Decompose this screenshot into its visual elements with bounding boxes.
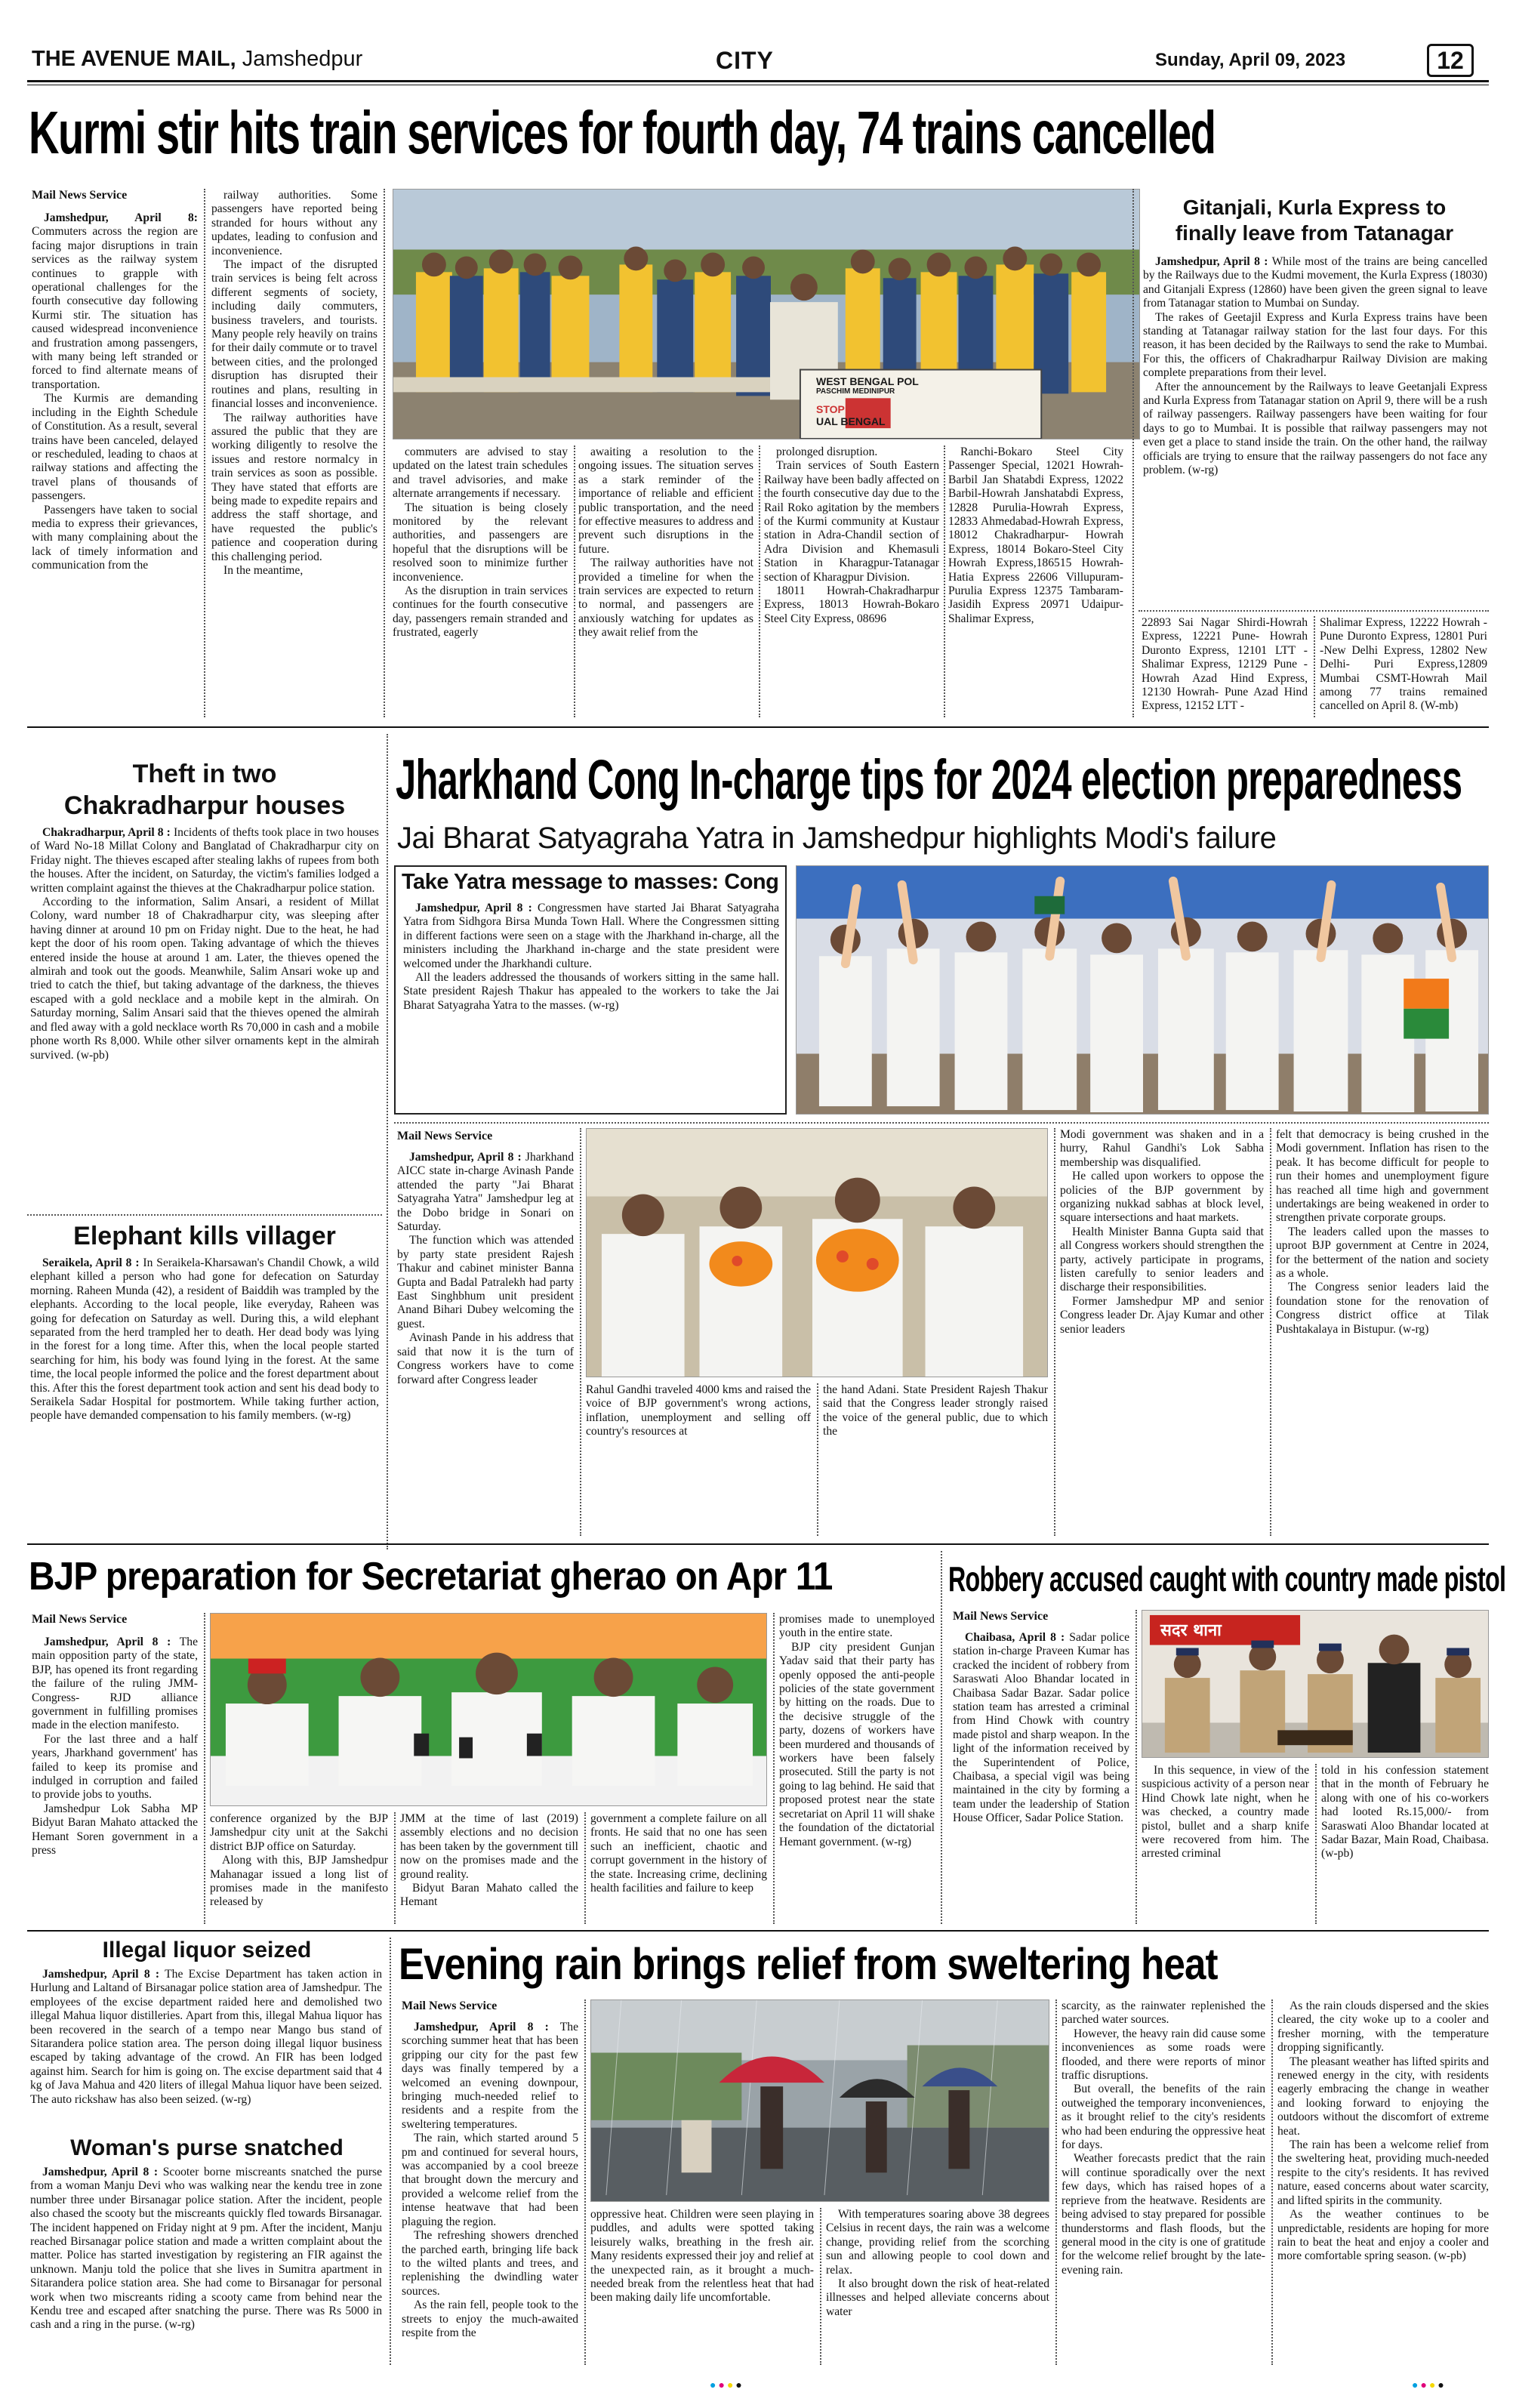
rain-col1-p2: The rain, which started around 5 pm and continued for several hours, was accompanied by a cool breeze that brought down the mercury and provided a welcome relief from the intense heatwave that had been plaguing the region.	[402, 2132, 578, 2228]
sign-line-1: WEST BENGAL POL	[816, 375, 919, 387]
divider	[941, 1551, 942, 1924]
theft-p2: According to the information, Salim Ansari, a resident of Millat Colony, ward number 18 of Chakradharpur city, was sleeping after having dinner at around 10 pm on Friday night. Due to the heat, he had kept the door of his room open. Taking advantage of which the thieves entered inside the house at around 1 am. Later, the thieves opened the almirah and took out the goods. Meanwhile, Salim Ansari woke up and tried to catch the thief, but taking advantage of the darkness, the thieves escaped with a gold necklace and a mobile kept in the almirah. On Saturday morning, Salim Ansari said that the thieves opened the almirah and fled away with a gold necklace worth Rs 70,000 in cash and a mobile phone worth Rs 8,000. While other silver ornaments kept in the almirah survived. (w-pb)	[30, 896, 379, 1062]
robbery-col3-p1: told in his confession statement that in the month of February he along with one of his co-workers had looted Rs.15,000/- from Saraswati Aloo Bhandar located at Sadar Bazar, Main Road, Chaibasa.(w-pb)	[1321, 1764, 1489, 1861]
rain-col2	[590, 2208, 814, 2363]
cong-col3-p3: Health Minister Banna Gupta said that all Congress workers should strengthen the party, actively participate in programs, listen carefully to senior leaders and discharge their responsibilities.	[1060, 1225, 1264, 1294]
story1-col6	[948, 446, 1123, 713]
photo-sign-text	[816, 375, 919, 427]
dateline: Chakradharpur, April 8 :	[42, 826, 171, 839]
rain-col5	[1277, 1999, 1489, 2363]
divider	[1054, 1128, 1055, 1536]
bjp-col1-p1: Jamshedpur, April 8 : The main opposition party of the state, BJP, has opened its front regarding the failure of the ruling JMM-Congress- RJD alliance government in fulfilling promises made in the election manifesto.	[32, 1636, 198, 1732]
dateline: Seraikela, April 8 :	[42, 1256, 140, 1269]
cong-box-body	[403, 902, 779, 1110]
bjp-col2-p1: conference organized by the BJP Jamshedpur city unit at the Sakchi district BJP office on Saturday.	[210, 1812, 388, 1853]
gitanjali-p3: After the announcement by the Railways to leave Geetanjali Express and Kurla Express from Tatanagar station on April 9, there will be a rush of railway passengers. Railway passengers have been waiting for four days to go to Mumbai. It is possible that railway passengers may not even get a place to stand inside the train. On the other hand, the railway officials are trying to ensure that the railway passengers do not face any problem. (w-rg)	[1143, 380, 1487, 477]
cong-col1-p2: The function which was attended by party state president Rajesh Thakur and cabinet minister Banna Gupta and Badal Patralekh had party East Singhbhum unit president Anand Bihari Dubey welcoming the guest.	[397, 1234, 574, 1330]
masthead-date: Sunday, April 09, 2023	[1155, 50, 1346, 70]
theft-headline-line2: Chakradharpur houses	[63, 791, 346, 820]
dateline: Chaibasa, April 8 :	[965, 1631, 1065, 1644]
story1-col5	[764, 446, 939, 713]
rain-col5-p4: As the weather continues to be unpredictable, residents are hoping for more rain to beat the heat and enjoy a cooler and more comfortable spring season. (w-pb)	[1277, 2208, 1489, 2263]
dateline: Jamshedpur, April 8 :	[415, 902, 532, 914]
divider	[773, 1613, 775, 1924]
robbery-headline: Robbery accused caught with country made pistol	[948, 1559, 1506, 1599]
divider	[394, 1122, 1489, 1124]
divider	[1135, 1610, 1137, 1924]
divider	[27, 1214, 382, 1216]
sign-line-3: STOP	[816, 403, 845, 415]
cong-col1-p1: Jamshedpur, April 8 : Jharkhand AICC state in-charge Avinash Pande attended the party "Jai Bharat Satyagraha Yatra" Jamshedpur leg at the Dobo bridge in Sonari on Saturday.	[397, 1151, 574, 1234]
divider	[204, 1613, 205, 1924]
elephant-p1: Seraikela, April 8 : In Seraikela-Kharsawan's Chandil Chowk, a wild elephant killed a person who had gone for defecation on Saturday morning. Raheen Munda (42), a resident of Baiddih was trampled by the elephants. According to the local people, like everyday, Raheen was going for defecation on Saturday as well. During this, a wild elephant separated from the herd trampled her to death. Her dead body was lying in the forest for a long time. After this, when the local people started searching for him, his body was found lying in the forest. At the same time, the local people informed the police and the forest department about this. After this the forest department took action and sent his dead body to Seraikela Sadar Hospital for postmortem. While taking further action, people have demanded compensation to his family members. (w-rg)	[30, 1256, 379, 1423]
story1-col2-p3: The railway authorities have assured the public that they are working diligently to resolve the issues and restore normalcy in train services as soon as possible. They have stated that efforts are being made to expedite repairs and address the staff shortage, and have requested the public's patience and cooperation during this challenging period.	[211, 411, 377, 563]
story1-kicker: Mail News Service	[32, 189, 128, 202]
bjp-col5-p1: promises made to unemployed youth in the entire state.	[779, 1613, 935, 1640]
cong-box-p2: All the leaders addressed the thousands of workers sitting in the same hall. State president Rajesh Thakur has appealed to the workers to take the Jai Bharat Satyagraha Yatra to the masses. (w-rg)	[403, 971, 779, 1012]
story1-col3-p3: As the disruption in train services continues for the fourth consecutive day, passengers remain stranded and frustrated, eagerly	[393, 584, 568, 640]
rain-col3-p2: It also brought down the risk of heat-related illnesses and helped alleviate concerns about water	[826, 2277, 1049, 2318]
gitanjali-p2: The rakes of Geetajil Express and Kurla Express trains have been standing at Tatanagar railway station for the last four days. For this reason, it has been decided by the Railways to send the rake to Mumbai. For this, the officers of Chakradharpur Railway Division are making complete preparations from their level.	[1143, 310, 1487, 380]
divider	[1315, 1764, 1317, 1924]
bjp-col3-p2: Bidyut Baran Mahato called the Hemant	[400, 1882, 578, 1909]
bjp-col5-p2: BJP city president Gunjan Yadav said that their party has openly opposed the anti-people policies of the state government by hitting on the roads. Due to the decisive struggle of the party, dozens of workers have been murdered and thousands of workers have been falsely prosecuted. Still the party is not going to lag behind. He said that proposed protest near the state secretariat on April 11 will shake the foundation of the dictatorial Hemant government. (w-rg)	[779, 1640, 935, 1848]
purse-headline: Woman's purse snatched	[70, 2135, 344, 2160]
divider	[580, 1128, 581, 1536]
story1-col5-p3: 18011 Howrah-Chakradharpur Express, 18013 Howrah-Bokaro Steel City Express, 08696	[764, 584, 939, 625]
cong-box-p1: Jamshedpur, April 8 : Congressmen have started Jai Bharat Satyagraha Yatra from Sidhgora Birsa Munda Town Hall. Where the Congressmen sitting in different factions were seen on a stage with the Jharkhand in-charge, all the ministers including the Jharkhand in-charge and the state president were welcomed under the Jharkhandi culture.	[403, 902, 779, 970]
divider	[387, 734, 388, 1549]
story1-col8	[1320, 616, 1487, 714]
divider	[1055, 1999, 1057, 2365]
cong-caption-col2: the hand Adani. State President Rajesh Thakur said that the Congress leader strongly raised the voice of the general public, due to which the	[823, 1383, 1048, 1438]
theft-p1: Chakradharpur, April 8 : Incidents of thefts took place in two houses of Ward No-18 Millat Colony and Banglatad of Chakradharpur city on Friday night. The thieves escaped after stealing lakhs of rupees from both the houses. After the incident, on Saturday, the victim's families lodged a written complaint against the thieves at the Chakradharpur police station.	[30, 826, 379, 895]
bjp-col1-p3: Jamshedpur Lok Sabha MP Bidyut Baran Mahato attacked the Hemant Soren government in a press	[32, 1802, 198, 1858]
cong-kicker: Mail News Service	[397, 1130, 493, 1142]
divider	[384, 189, 385, 717]
divider	[817, 1383, 818, 1536]
reg-dot: ●	[710, 2380, 719, 2391]
gitanjali-headline-line2: finally leave from Tatanagar	[1175, 221, 1454, 245]
cong-photo-garland	[586, 1128, 1048, 1377]
story1-col1-p1: Jamshedpur, April 8: Commuters across the region are facing major disruptions in train services as the railway system continues to grapple with operational challenges for the fourth consecutive day following Kurmi stir. The situation has caused widespread inconvenience and frustration among passengers, with many being left stranded or forced to find alternate means of transportation.	[32, 211, 198, 391]
story1-col3-p2: The situation is being closely monitored by the relevant authorities, and passengers are hopeful that the disruptions will be resolved soon to minimize further inconvenience.	[393, 501, 568, 584]
rain-col3	[826, 2208, 1049, 2363]
cong-box-headline: Take Yatra message to masses: Cong	[402, 870, 779, 894]
story1-col1-p2: The Kurmis are demanding including in the Eighth Schedule of Constitution. As a result, several trains have been canceled, delayed or rescheduled, leading to chaos at railway stations and affecting the travel plans of thousands of passengers.	[32, 392, 198, 503]
gitanjali-p1: Jamshedpur, April 8 : While most of the trains are being cancelled by the Railways due to the Kudmi movement, the Kurla Express (18030) and Gitanjali Express (12860) have been given the green signal to leave from Tatanagar station to Mumbai on Sunday.	[1143, 255, 1487, 310]
section-label: CITY	[716, 47, 774, 74]
story1-col5-p1: prolonged disruption.	[776, 446, 878, 458]
liquor-body	[30, 1968, 382, 2135]
story1-col2	[211, 189, 377, 713]
rain-col5-p1: As the rain clouds dispersed and the skies cleared, the city woke up to a cooler and fresher morning, with the temperature dropping significantly.	[1277, 1999, 1489, 2055]
bjp-col4-p1: government a complete failure on all fronts. He said that no one has seen such an inefficient, chaotic and corrupt government in the history of the state. Increasing crime, declining health facilities and failure to keep	[590, 1812, 767, 1895]
story1-col4-p1: awaiting a resolution to the ongoing issues. The situation serves as a stark reminder of the importance of reliable and efficient public transportation, and the need for effective measures to address and prevent such disruptions in the future.	[578, 446, 753, 556]
purse-p1: Jamshedpur, April 8 : Scooter borne miscreants snatched the purse from a woman Manju Devi who was walking near the kendu tree in zone number three under Birsanagar police station. After the incident, people also chased the scooty but the miscreants quickly fled towards Birsanagar. The incident happened on Friday night at 9 pm. After the incident, Manju reached Birsanagar police station and made a written complaint about the matter. Police has started investigation by registering an FIR against the unknown. Manju told the police that she lives in Sumitra apartment in Sitarandera police station area. She had come to Birsanagar for personal work when two miscreants riding a scooty came from behind near the Kendu tree and escaped after snatching the purse. There was Rs 5000 in cash and a ring in the purse. (w-rg)	[30, 2166, 382, 2332]
gitanjali-body	[1143, 255, 1487, 607]
cong-caption-col1: Rahul Gandhi traveled 4000 kms and raised the voice of BJP government's wrong actions, inflation, unemployment and selling off country's resources at	[586, 1383, 811, 1438]
robbery-photo-police	[1142, 1610, 1489, 1758]
bjp-col1-p2: For the last three and a half years, Jharkhand government' has failed to keep its promise and indulged in corruption and failed to provide jobs to youths.	[32, 1732, 198, 1802]
story1-photo-protesters	[393, 189, 1140, 439]
dateline: Jamshedpur, April 8 :	[44, 1636, 171, 1648]
rain-col4	[1062, 1999, 1265, 2363]
divider	[584, 1812, 586, 1924]
story1-col2-p4: In the meantime,	[223, 563, 304, 577]
rain-col5-p3: The rain has been a welcome relief from the sweltering heat, providing much-needed respite to the city's residents. It has revived nature, eased concerns about water scarcity, and lifted spirits in the community.	[1277, 2138, 1489, 2207]
dateline: Jamshedpur, April 8 :	[1155, 255, 1268, 268]
city-name: Jamshedpur	[236, 47, 363, 71]
elephant-headline: Elephant kills villager	[73, 1222, 336, 1250]
rain-col1-p3: The refreshing showers drenched the parched earth, bringing life back to the wilted plants and trees, and replenishing the dwindling water sources.	[402, 2229, 578, 2298]
reg-dot: ●	[1412, 2380, 1421, 2391]
story1-col4	[578, 446, 753, 713]
bjp-col2	[210, 1812, 388, 1922]
reg-dot: ●	[726, 2380, 736, 2391]
bjp-col2-p2: Along with this, BJP Jamshedpur Mahanagar issued a long list of promises made in the manifesto released by	[210, 1854, 388, 1909]
divider	[1314, 616, 1315, 717]
liquor-headline: Illegal liquor seized	[102, 1938, 312, 1962]
reg-dot: ●	[1420, 2380, 1429, 2391]
rain-col4-p2: However, the heavy rain did cause some inconveniences as some roads were flooded, and there were reports of minor traffic disruptions.	[1062, 2027, 1265, 2083]
reg-dot: ●	[1437, 2380, 1447, 2391]
story1-col6-p1: Ranchi-Bokaro Steel City Passenger Special, 12021 Howrah-Barbil Jan Shatabdi Express, 12022 Barbil-Howrah Janshatabdi Express, 12828 Purulia-Howrah Express, 12833 Ahmedabad-Howrah Express, 18012 Chakradharpur- Howrah Express, 18014 Bokaro-Steel City Howrah Express,186515 Howrah-Hatia Express 22606 Villupuram- Purulia Express 12375 Tambaram-Jasidih Express 20971 Udaipur- Shalimar Express,	[948, 446, 1123, 625]
bjp-photo-press	[210, 1613, 767, 1806]
dateline: Jamshedpur, April 8:	[44, 211, 198, 224]
rain-col4-p4: Weather forecasts predict that the rain will continue sporadically over the next few days, which has raised hopes of a reprieve from the heatwave. Residents are being advised to stay prepared for possible thunderstorms and flash floods, but the general mood in the city is one of gratitude for the welcome relief brought by the late-evening rain.	[1062, 2152, 1265, 2277]
dateline: Jamshedpur, April 8 :	[409, 1151, 522, 1164]
story1-headline: Kurmi stir hits train services for fourth day, 74 trains cancelled	[29, 99, 1216, 166]
story1-col7-p1: 22893 Sai Nagar Shirdi-Howrah Express, 12221 Pune- Howrah Duronto Express, 12101 LTT -Shalimar Express, 12129 Pune -Howrah Azad Hind Express, 12130 Howrah- Pune Azad Hind Express, 12152 LTT -	[1142, 616, 1308, 713]
cong-col3	[1060, 1128, 1264, 1531]
gitanjali-headline-line1: Gitanjali, Kurla Express to	[1182, 196, 1447, 219]
theft-body	[30, 826, 379, 1207]
story1-col3	[393, 446, 568, 713]
bjp-kicker: Mail News Service	[32, 1613, 128, 1626]
reg-dots-right	[1412, 2380, 1447, 2392]
robbery-col2-p1: In this sequence, in view of the suspicious activity of a person near Hind Chowk late night, when he was checked, a country made pistol, bullet and a sharp knife were recovered from him. The arrested criminal	[1142, 1764, 1309, 1861]
divider	[390, 1938, 391, 2365]
story1-col1	[32, 211, 198, 713]
bjp-col5	[779, 1613, 935, 1922]
photo-banner-text: सदर थाना	[1160, 1621, 1222, 1640]
divider	[944, 446, 945, 717]
rain-col1	[402, 2021, 578, 2363]
cong-col1-p3: Avinash Pande in his address that said that now it is the turn of Congress workers have to come forward after Congress leader	[397, 1331, 574, 1386]
cong-photo-leaders	[796, 865, 1489, 1115]
bjp-col4	[590, 1812, 767, 1922]
liquor-p1: Jamshedpur, April 8 : The Excise Department has taken action in Hurlung and Laltand of Birsanagar police station area of Jamshedpur. The employees of the excise department raided here and demolished two illegal Mahua liquor distilleries. Apart from this, illegal Mahua liquor has been recovered in the search of a tempo near Mango bus stand of Sitarandera police station area. The person doing illegal liquor business escaped by taking advantage of the crowd. An FIR has been lodged against him. Search for him is going on. The excise department said that 4 kg of Java Mahua and 420 liters of illegal Mahua liquor have been seized. The auto rickshaw has also been seized. (w-rg)	[30, 1968, 382, 2106]
bjp-headline: BJP preparation for Secretariat gherao on Apr 11	[29, 1555, 833, 1599]
story1-col3-p1: commuters are advised to stay updated on the latest train schedules and travel advisories, and make alternate arrangements if necessary.	[393, 446, 568, 501]
divider	[1271, 1999, 1273, 2365]
rain-headline: Evening rain brings relief from sweltering heat	[399, 1940, 1218, 1989]
rain-col4-p3: But overall, the benefits of the rain outweighed the temporary inconveniences, as it brought relief to the city's residents who had been enduring the oppressive heat for days.	[1062, 2083, 1265, 2152]
robbery-kicker: Mail News Service	[953, 1610, 1049, 1623]
divider	[204, 189, 205, 717]
story1-col4-p2: The railway authorities have not provided a timeline for when the train services are expected to return to normal, and passengers are anxiously watching for updates as they await relief from the	[578, 557, 753, 640]
robbery-col2	[1142, 1764, 1309, 1922]
theft-headline	[27, 758, 382, 822]
rain-kicker: Mail News Service	[402, 1999, 498, 2012]
story1-col1-p3: Passengers have taken to social media to express their grievances, with many complaining about the lack of timely information and communication from the	[32, 503, 198, 572]
cong-col4-p3: The Congress senior leaders laid the foundation stone for the renovation of Congress district office at Tilak Pushtakalaya in Bistupur. (w-rg)	[1276, 1281, 1489, 1336]
reg-dots-left	[710, 2380, 744, 2392]
cong-col4-p1: felt that democracy is being crushed in the Modi government. Inflation has risen to the peak. It has become difficult for people to run their homes and unemployment figure has reached all time high and government undertakings are being weakened in order to strengthen private corporate groups.	[1276, 1128, 1489, 1225]
rain-col2-p1: oppressive heat. Children were seen playing in puddles, and adults were spotted taking leisurely walks, breathing in the fresh air. Many residents expressed their joy and relief at the unexpected rain, as it brought a much-needed break from the relentless heat that had been making daily life uncomfortable.	[590, 2208, 814, 2305]
divider	[27, 1543, 1489, 1545]
cong-col3-p1: Modi government was shaken and in a hurry, Rahul Gandhi's Lok Sabha membership was disqualified.	[1060, 1128, 1264, 1169]
robbery-col1-p1: Chaibasa, April 8 : Sadar police station in-charge Praveen Kumar has cracked the incident of robbery from Saraswati Aloo Bhandar located in Chaibasa Sadar Bazar. Sadar police station team has arrested a criminal from Hind Chowk with country made pistol and sharp weapon. In the light of the information received by the Superintendent of Police, Chaibasa, a special vigil was being maintained in the city by forming a team under the leadership of Station House Officer, Sadar Police Station.	[953, 1631, 1129, 1825]
cong-col3-p4: Former Jamshedpur MP and senior Congress leader Dr. Ajay Kumar and other senior leaders	[1060, 1294, 1264, 1336]
masthead-paper-name	[32, 47, 362, 72]
page-number: 12	[1427, 44, 1474, 77]
robbery-col3	[1321, 1764, 1489, 1922]
divider	[584, 1999, 586, 2365]
dateline: Jamshedpur, April 8 :	[414, 2021, 549, 2033]
divider	[759, 446, 760, 717]
divider	[1270, 1128, 1271, 1536]
story1-col2-p2: The impact of the disrupted train services is being felt across different segments of society, including daily commuters, business travelers, and tourists. Many people rely heavily on trains for their daily commute or to travel between cities, and the prolonged disruption has disrupted their routines and plans, resulting in financial losses and inconvenience.	[211, 258, 377, 411]
cong-col1	[397, 1151, 574, 1528]
reg-dot: ●	[718, 2380, 727, 2391]
divider	[27, 726, 1489, 728]
gitanjali-headline	[1140, 195, 1489, 246]
bjp-col1	[32, 1636, 198, 1922]
robbery-col1	[953, 1631, 1129, 1922]
story1-col8-p1: Shalimar Express, 12222 Howrah -Pune Duronto Express, 12801 Puri -New Delhi Express, 12802 New Delhi- Puri Express,12809 Mumbai CSMT-Howrah Mail among 77 trains remained cancelled on April 8. (W-mb)	[1320, 616, 1487, 713]
rain-col5-p2: The pleasant weather has lifted spirits and renewed energy in the city, with residents eagerly embracing the change in weather and looking forward to enjoying the outdoors without the discomfort of extreme heat.	[1277, 2055, 1489, 2138]
cong-col3-p2: He called upon workers to oppose the policies of the BJP government by organizing nukkad sabhas at block level, square intersections and haat markets.	[1060, 1170, 1264, 1225]
paper-name: THE AVENUE MAIL,	[32, 47, 236, 71]
divider	[1132, 189, 1134, 717]
reg-dot: ●	[1428, 2380, 1438, 2391]
reg-dot: ●	[735, 2380, 744, 2391]
divider	[574, 446, 575, 717]
divider	[1139, 610, 1489, 612]
cong-box	[394, 865, 787, 1115]
dateline: Jamshedpur, April 8 :	[42, 2166, 159, 2178]
divider	[27, 1930, 1489, 1932]
cong-headline: Jharkhand Cong In-charge tips for 2024 election preparedness	[396, 748, 1462, 811]
registration-marks	[0, 2379, 1516, 2401]
story1-col5-p2: Train services of South Eastern Railway have been badly affected on the fourth consecutive day due to the Rail Roko agitation by the members of the Kurmi community at Kustaur station in Adra-Chandil section of Adra Division and Khemasuli Station in Kharagpur-Tatanagar section of Kharagpur Division.	[764, 459, 939, 584]
divider	[394, 1812, 396, 1924]
rain-col4-p1: scarcity, as the rainwater replenished the parched water sources.	[1062, 1999, 1265, 2027]
purse-body	[30, 2166, 382, 2362]
rain-photo-umbrellas	[590, 1999, 1049, 2202]
rain-col1-p1: Jamshedpur, April 8 : The scorching summer heat that has been gripping our city for the past few days was finally tempered by a welcomed an evening downpour, bringing much-needed relief to residents and a respite from the sweltering temperatures.	[402, 2021, 578, 2131]
bjp-col3-p1: JMM at the time of last (2019) assembly elections and no decision has been taken by the government till now on the promises made and the ground reality.	[400, 1812, 578, 1881]
rain-col3-p1: With temperatures soaring above 38 degrees Celsius in recent days, the rain was a welcome change, providing relief from the scorching sun and allowing people to cool down and relax.	[826, 2208, 1049, 2277]
divider	[820, 2208, 821, 2365]
dateline: Jamshedpur, April 8 :	[42, 1968, 160, 1981]
bjp-col3	[400, 1812, 578, 1922]
cong-col4	[1276, 1128, 1489, 1531]
elephant-body	[30, 1256, 379, 1543]
masthead-rule	[27, 80, 1489, 82]
story1-col7	[1142, 616, 1308, 714]
theft-headline-line1: Theft in two	[132, 760, 277, 788]
sign-line-2: PASCHIM MEDINIPUR	[816, 387, 895, 396]
sign-line-4: UAL BENGAL	[816, 415, 886, 427]
story1-col2-p1: railway authorities. Some passengers have reported being stranded for hours without any updates, leading to confusion and inconvenience.	[211, 189, 377, 257]
cong-subhead: Jai Bharat Satyagraha Yatra in Jamshedpur highlights Modi's failure	[397, 822, 1277, 855]
cong-col4-p2: The leaders called upon the masses to uproot BJP government at Centre in 2024, for the betterment of the nation and society as a whole.	[1276, 1225, 1489, 1281]
rain-col1-p4: As the rain fell, people took to the streets to enjoy the much-awaited respite from the	[402, 2299, 578, 2339]
